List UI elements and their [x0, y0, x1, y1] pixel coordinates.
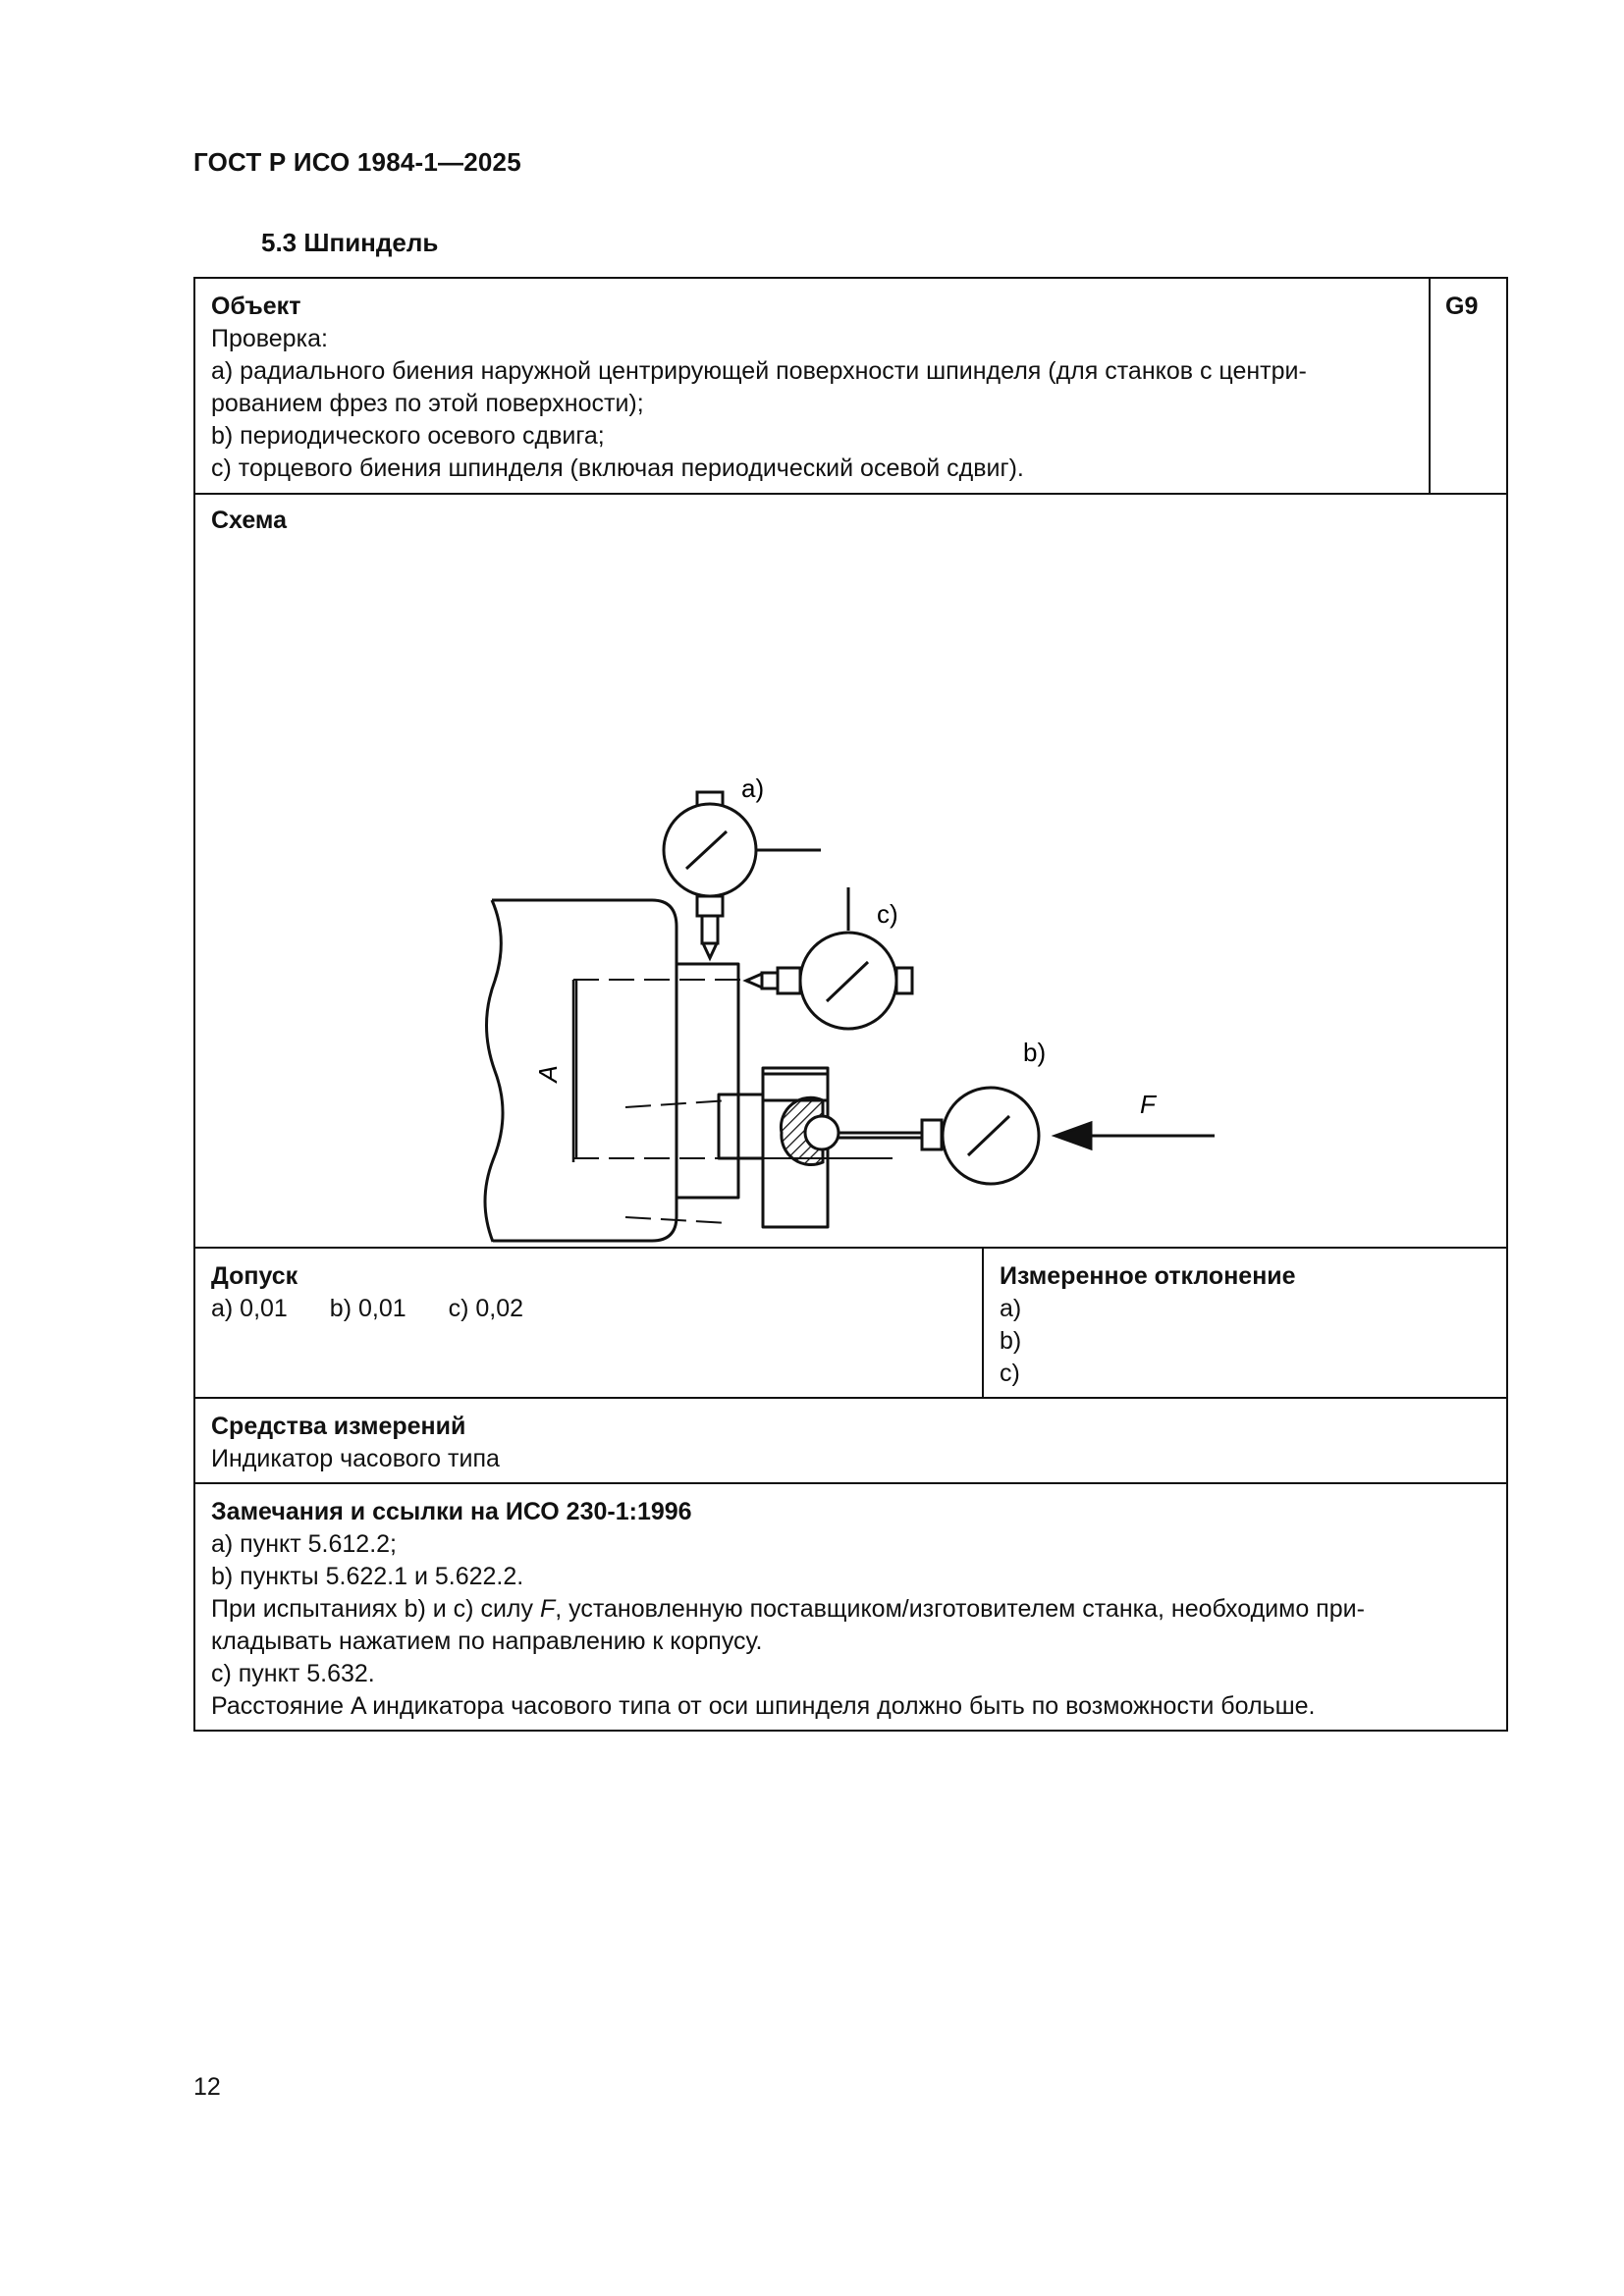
indicator-label-a: a)	[741, 774, 765, 803]
deviation-c: c)	[1000, 1360, 1020, 1387]
tolerance-heading: Допуск	[211, 1262, 298, 1290]
spindle-face	[677, 964, 738, 1198]
notes-line-3-post: , установленную поставщиком/изготовителем станка, необходимо при-	[555, 1595, 1365, 1623]
scheme-heading: Схема	[211, 507, 287, 534]
tolerance-b: b) 0,01	[329, 1295, 406, 1322]
means-value: Индикатор часового типа	[211, 1445, 500, 1472]
headstock-body	[485, 900, 503, 1242]
deviation-a: a)	[1000, 1295, 1022, 1322]
force-label-F: F	[1140, 1090, 1156, 1119]
dimension-label-A: A	[533, 1065, 563, 1083]
indicator-label-b: b)	[1023, 1038, 1047, 1067]
object-line-a2: рованием фрез по этой поверхности);	[211, 390, 644, 417]
tolerance-values	[211, 1293, 968, 1325]
object-row	[195, 279, 1506, 493]
notes-row	[195, 1482, 1506, 1730]
notes-line-4: кладывать нажатием по направлению к корпусу.	[211, 1628, 763, 1655]
object-line-a1: a) радиального биения наружной центрирующей поверхности шпинделя (для станков с центри-	[211, 357, 1307, 385]
indicator-label-c: c)	[877, 899, 898, 929]
tolerance-row	[195, 1247, 1506, 1397]
means-cell	[195, 1399, 1506, 1482]
object-line-c: c) торцевого биения шпинделя (включая периодический осевой сдвиг).	[211, 454, 1024, 482]
notes-line-3-pre: При испытаниях b) и c) силу	[211, 1595, 540, 1623]
deviation-cell	[984, 1249, 1506, 1397]
page-number: 12	[193, 2073, 221, 2101]
deviation-b: b)	[1000, 1327, 1022, 1355]
tolerance-c: c) 0,02	[448, 1295, 524, 1322]
means-heading: Средства измерений	[211, 1413, 466, 1440]
test-code: G9	[1445, 293, 1479, 320]
notes-cell	[195, 1484, 1506, 1730]
tolerance-cell	[195, 1249, 984, 1397]
test-sheet-table	[193, 277, 1508, 1732]
force-arrow	[1056, 1123, 1215, 1148]
means-row	[195, 1397, 1506, 1482]
indicator-a	[664, 792, 821, 958]
notes-heading: Замечания и ссылки на ИСО 230-1:1996	[211, 1498, 692, 1525]
tolerance-a: a) 0,01	[211, 1295, 288, 1322]
document-header: ГОСТ Р ИСО 1984-1—2025	[193, 147, 521, 177]
notes-force-symbol: F	[539, 1595, 556, 1623]
notes-line-5: c) пункт 5.632.	[211, 1660, 375, 1687]
object-cell	[195, 279, 1431, 493]
object-intro: Проверка:	[211, 325, 328, 352]
spindle-scheme-diagram	[195, 495, 1506, 1249]
notes-line-2: b) пункты 5.622.1 и 5.622.2.	[211, 1563, 524, 1590]
notes-line-3	[211, 1593, 1492, 1626]
deviation-heading: Измеренное отклонение	[1000, 1262, 1296, 1290]
scheme-row	[195, 493, 1506, 1247]
object-line-b: b) периодического осевого сдвига;	[211, 422, 605, 450]
notes-line-6: Расстояние A индикатора часового типа от оси шпинделя должно быть по возможности больше.	[211, 1692, 1316, 1720]
indicator-b	[839, 1088, 1039, 1184]
section-title: 5.3 Шпиндель	[261, 228, 439, 257]
notes-line-1: a) пункт 5.612.2;	[211, 1530, 397, 1558]
test-ball	[805, 1116, 839, 1149]
object-heading: Объект	[211, 293, 301, 320]
